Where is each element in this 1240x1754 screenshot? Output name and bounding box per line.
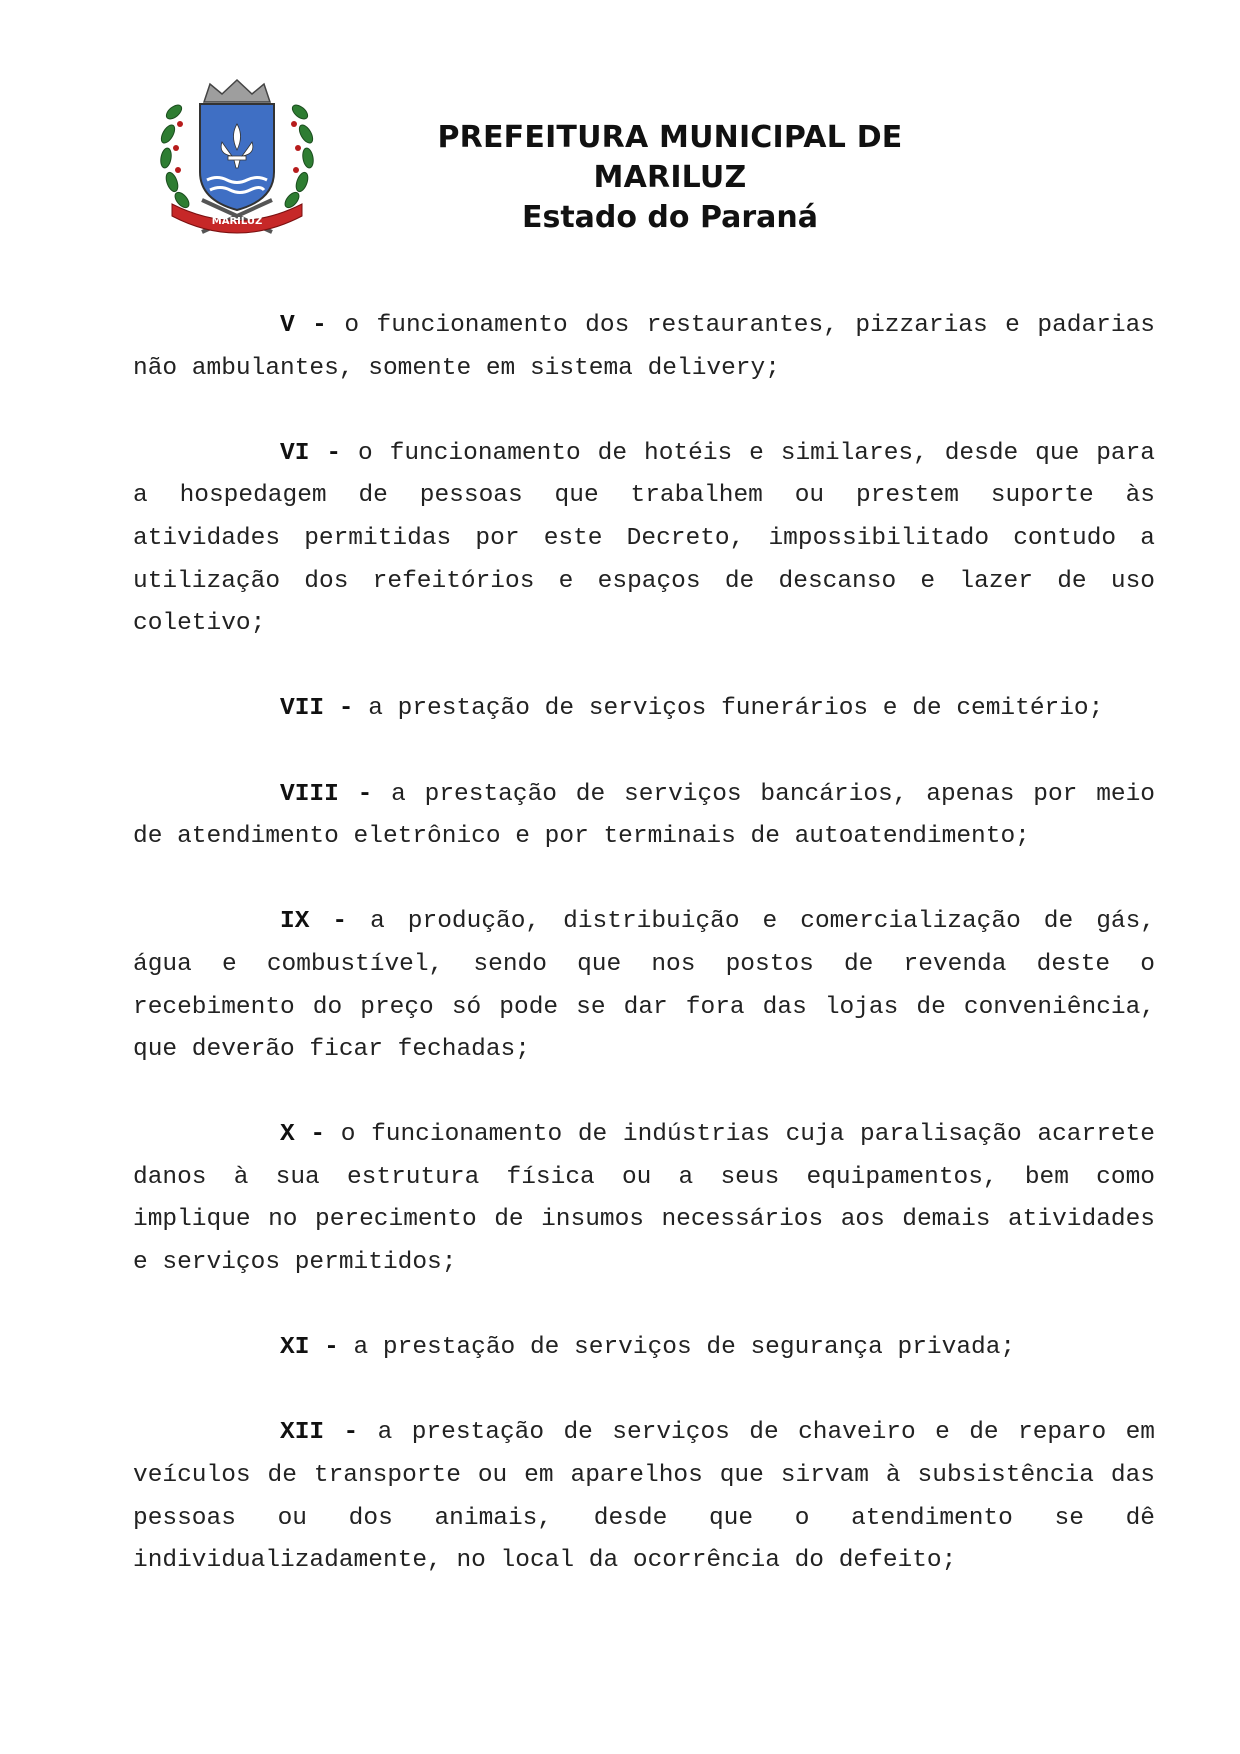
item-number: IX - xyxy=(280,908,348,936)
item-text: o funcionamento de hotéis e similares, desde que para a hospedagem de pessoas que trabalhem ou prestem suporte às atividades permitidas por este Decreto, impossibilitado contudo a utilização dos refeitórios e espaços de descanso e lazer de uso coletivo; xyxy=(133,439,1156,638)
item-number: XI - xyxy=(280,1334,339,1362)
document-body xyxy=(133,305,1155,1625)
municipal-coat-of-arms xyxy=(152,72,322,242)
item-text: a prestação de serviços de segurança privada; xyxy=(353,1334,1016,1362)
item-text: a prestação de serviços bancários, apenas por meio de atendimento eletrônico e por terminais de autoatendimento; xyxy=(133,780,1156,851)
letterhead-title xyxy=(360,118,980,238)
paragraph-item xyxy=(133,1412,1155,1582)
paragraph-item xyxy=(133,774,1155,859)
item-number: V - xyxy=(280,312,327,339)
item-number: X - xyxy=(280,1121,326,1149)
paragraph-item xyxy=(133,688,1155,731)
item-text: a prestação de serviços de chaveiro e de reparo em veículos de transporte ou em aparelhos que sirvam à subsistência das pessoas ou dos animais, desde que o atendimento se dê individualizadamente, no local da ocorrência do defeito; xyxy=(133,1419,1156,1575)
paragraph-item xyxy=(133,901,1155,1071)
page-header xyxy=(0,0,1240,250)
paragraph-item xyxy=(133,1114,1155,1284)
item-text: o funcionamento dos restaurantes, pizzarias e padarias não ambulantes, somente em sistema delivery; xyxy=(133,312,1155,382)
paragraph-item xyxy=(133,305,1155,390)
item-number: VIII - xyxy=(280,780,373,808)
item-number: XII - xyxy=(280,1419,359,1447)
item-text: a prestação de serviços funerários e de cemitério; xyxy=(368,695,1104,723)
state-name: Estado do Paraná xyxy=(521,200,819,235)
item-number: VI - xyxy=(280,439,342,467)
item-number: VII - xyxy=(280,695,354,723)
paragraph-item xyxy=(133,433,1155,646)
item-text: o funcionamento de indústrias cuja paralisação acarrete danos à sua estrutura física ou a seus equipamentos, bem como implique no perecimento de insumos necessários aos demais atividades e serviços permitidos; xyxy=(133,1121,1156,1277)
municipality-name: PREFEITURA MUNICIPAL DE MARILUZ xyxy=(437,120,903,195)
paragraph-item xyxy=(133,1327,1155,1370)
item-text: a produção, distribuição e comercialização de gás, água e combustível, sendo que nos postos de revenda deste o recebimento do preço só pode se dar fora das lojas de conveniência, que deverão ficar fechadas; xyxy=(133,908,1155,1064)
crest-ribbon-text: MARILUZ xyxy=(211,216,263,227)
